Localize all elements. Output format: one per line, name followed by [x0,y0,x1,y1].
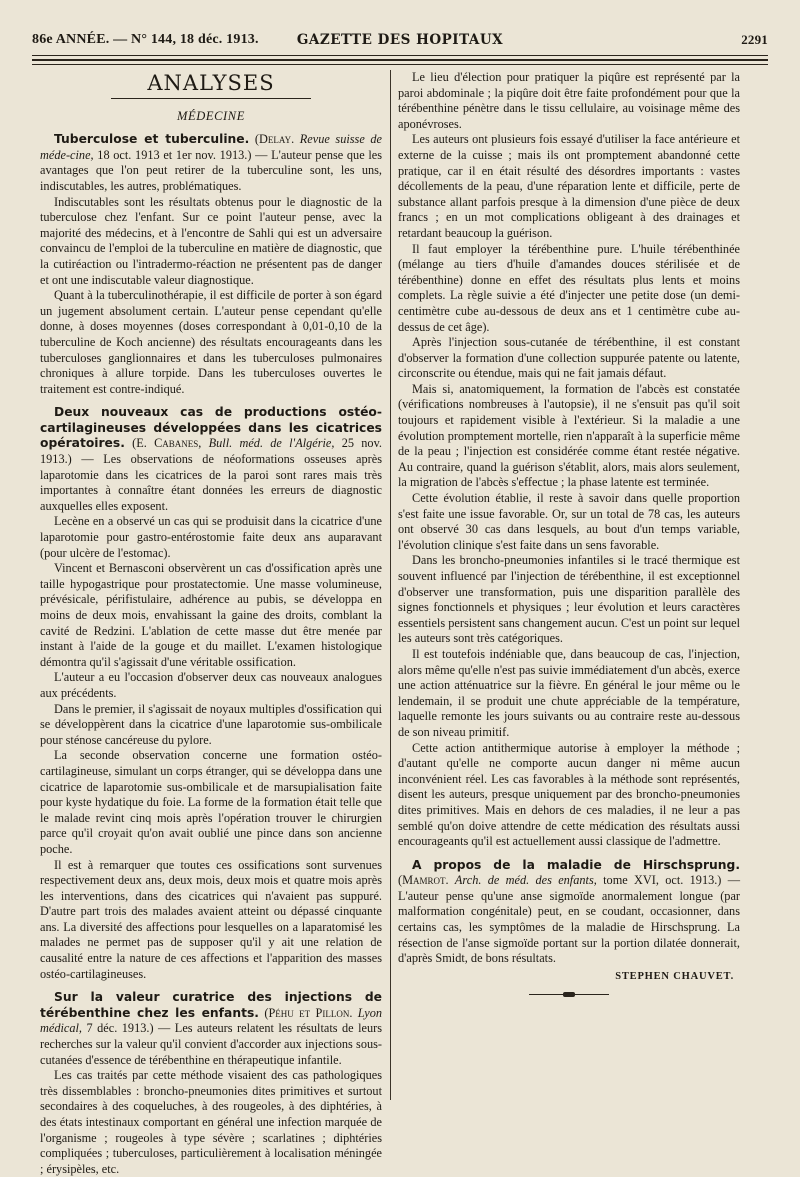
article-lead [40,990,382,1068]
article-lead [40,405,382,514]
author-signature: STEPHEN CHAUVET. [615,970,734,982]
paragraph: Il est à remarquer que toutes ces ossifications sont survenues respectivement deux ans, deux mois, deux mois et quatre mois après les interventions, dans des cicatrices qui n'avaient pas suppuré. D'autre part trois des malades avaient atteint ou dépassé cinquante ans. La diversité des affections pour lesquelles on a laparatomisé les malades ne permet pas de supposer qu'il y ait une relation de causalité entre la nature de ces affections et l'apparition des masses ostéo-cartilagineuses. [40,857,382,981]
right-column [398,70,740,995]
section-title: ANALYSES [147,71,275,95]
section-rule [111,98,311,99]
article-reference: Arch. de méd. des enfants, [454,873,597,888]
paragraph: Lecène en a observé un cas qui se produisit dans la cicatrice d'une laparotomie pour gastro-entérostomie faite deux ans auparavant (pour ulcère de l'estomac). [40,514,382,560]
issue-info: 86e ANNÉE. — N° 144, 18 déc. 1913. [32,32,259,47]
paragraph: Il est toutefois indéniable que, dans beaucoup de cas, l'injection, alors même qu'elle n'est pas suivie immédiatement d'un abcès, exerce une action atténuatrice sur la fièvre. En général le jour même ou le lendemain, il se produit une chute appréciable de la température, laquelle remonte les jours suivants ou au contraire reste au-dessous de son niveau primitif. [398,646,740,739]
article-reference: Lyon médical, [40,1005,383,1036]
paragraph: Les auteurs ont plusieurs fois essayé d'utiliser la face antérieure et externe de la cuisse ; mais ils ont promptement abandonné cette pratique, car il en était résulté des désordres importants : vastes décollements de la peau, d'une réparation lente et difficile, perte de substance allant parfois presque à la dimension d'une pièce de deux francs ; en un mot complications obligeant à des drainages et retardant beaucoup la guérison. [398,132,740,240]
end-ornament [529,994,609,995]
column-divider [390,70,391,1100]
left-column [40,70,382,1177]
article-author: (Delay. [254,132,295,147]
article-title: Tuberculose et tuberculine. [54,132,250,147]
paragraph: Le lieu d'élection pour pratiquer la piqûre est représenté par la paroi abdominale ; la piqûre doit être faite profondément pour que la térébenthine pénètre dans le tissu cellulaire, au voisinage même des aponévroses. [398,70,740,131]
paragraph: Dans les broncho-pneumonies infantiles si le tracé thermique est souvent influencé par l'injection de térébenthine, il est exceptionnel d'observer une transformation, puis une disparition parallèle des signes fonctionnels et physiques ; leur évolution et leurs caractères essentiels persistent sans changement aucun. C'est un point sur lequel les auteurs sont très catégoriques. [398,553,740,646]
article-title: Sur la valeur curatrice des injections de térébenthine chez les enfants. [40,990,382,1020]
paragraph: Indiscutables sont les résultats obtenus pour le diagnostic de la tuberculose chez l'enfant. Sur ce point l'auteur pense, avec la majorité des médecins, et à l'encontre de Sahli qui est un adversaire convaincu de l'emploi de la tuberculine en matière de diagnostic, que la cutiréaction ou l'intradermo-réaction ne présentent pas de danger et ont une indiscutable valeur diagnostique. [40,194,382,287]
paragraph: L'auteur a eu l'occasion d'observer deux cas nouveaux analogues aux précédents. [40,670,382,700]
paragraph: Après l'injection sous-cutanée de térébenthine, il est constant d'observer la formation d'une collection suppurée patente ou latente, circonscrite ou étendue, mais qui ne fait jamais défaut. [398,335,740,381]
header-rule-thin [32,64,768,65]
article-hirschsprung [398,858,740,985]
paragraph: Mais si, anatomiquement, la formation de l'abcès est constatée (vérifications nombreuses à l'autopsie), il ne s'ensuit pas qu'il soit toujours et rapidement visible à l'extérieur. Si la maladie a une évolution promptement mortelle, rien n'apparaît à la superficie même de la peau ; l'injection est considérée comme étant restée négative. Au contraire, quand la guérison s'établit, alors, mais alors seulement, la migration de l'abcès s'effectue ; la phase latente est terminée. [398,381,740,490]
paragraph: Les cas traités par cette méthode visaient des cas pathologiques très dissemblables : broncho-pneumonies dites primitives et surtout secondaires à des coqueluches, à des rougeoles, à des diphtéries, à des états intestinaux comportant en général une infection marquée de l'organisme ; rougeoles à type sévère ; scarlatines ; diphtéries compliquées ; tuberculoses, particulièrement à localisation méningée ; érysipèles, etc. [40,1068,382,1176]
article-body: 18 oct. 1913 et 1er nov. 1913.) — L'auteur pense que les avantages que l'on peut retirer de la tuberculine sont, les uns, indiscutables, les autres, problématiques. [40,147,382,193]
paragraph: Vincent et Bernasconi observèrent un cas d'ossification après une taille hypogastrique pour prostatectomie. Une masse volumineuse, prévésicale, périfistulaire, adhérence au pubis, se développa en moins de deux mois, envahissant la gaine des droits, comblant la cavité de Redzini. L'ablation de cette masse dut être menée par instant à l'aide de la gouge et du maillet. L'examen histologique démontra qu'il s'agissait d'une véritable ossification. [40,561,382,669]
article-title: Deux nouveaux cas de productions ostéo-cartilagineuses développées dans les cicatrices opératoires. [40,405,382,451]
paragraph: Quant à la tuberculinothérapie, il est difficile de porter à son égard un jugement absolument certain. L'auteur pense cependant qu'elle donne, à doses moyennes (doses correspondant à 0,01-0,10 de la tuberculine de Koch ancienne) des résultats encourageants dans les tuberculoses ganglionnaires et dans les tuberculoses pulmonaires chroniques à allure torpide. Dans les tuberculoses ouvertes le traitement est contre-indiqué. [40,288,382,396]
paragraph: La seconde observation concerne une formation ostéo-cartilagineuse, simulant un corps étranger, qui se développa dans une cicatrice de laparotomie sus-ombilicale et de marsupialisation faite pour kyste hydatique du foie. La forme de la formation était telle que le malade revint cinq mois après l'opération trouver le chirurgien parce qu'il croyait qu'on avait oublié une pince dans son ancienne poche. [40,748,382,856]
page-header [32,24,768,52]
page-number: 2291 [741,32,768,47]
article-reference: Revue suisse de méde-cine, [40,132,383,162]
journal-title: GAZETTE DES HOPITAUX [296,32,504,48]
article-lead [40,132,382,194]
article-terebenthine [40,990,382,1177]
paragraph: Cette action antithermique autorise à employer la méthode ; d'autant qu'elle ne comporte aucun danger ni même aucun inconvénient réel. Les cas favorables à la méthode sont représentés, disent les auteurs, presque uniquement par des broncho-pneumonies dites primitives. Mais en dehors de ces maladies, il ne leur a pas semblé qu'on doive attendre de cette médication des résultats aussi encourageants qu'il est actuellement aussi classique de l'admettre. [398,740,740,849]
article-tuberculose [40,132,382,397]
header-rule [32,55,768,56]
article-author: (E. Cabanes, [132,436,202,451]
article-osteo-cartilagineuses [40,405,382,982]
subsection-title: MÉDECINE [177,108,245,123]
article-author: (Péhu et Pillon. [264,1005,353,1020]
article-body: 25 nov. 1913.) — Les observations de néoformations osseuses après laparotomie dans les cicatrices de la paroi sont rares mais très importantes à connaître étant données les erreurs de diagnostic auxquelles elles exposent. [40,436,383,513]
article-lead [398,858,740,967]
article-author: (Mamrot. [398,873,449,888]
paragraph: Il faut employer la térébenthine pure. L'huile térébenthinée (mélange au tiers d'huile d'amandes douces stérilisée et de térébenthine) donne en effet des résultats plus lents et moins complets. La règle suivie a été d'injecter une petite dose (un demi-centimètre cube au-dessous de deux ans et 1 centimètre cube au-dessus de cet âge). [398,241,740,334]
article-reference: Bull. méd. de l'Algérie, [208,436,335,451]
article-body: tome XVI, oct. 1913.) — L'auteur pense qu'une anse sigmoïde anormalement longue (par malformation congénitale) peut, en se coudant, occasionner, dans certains cas, les symptômes de la maladie de Hirschsprung. La résection de l'anse sigmoïde portant sur la portion dilatée donnerait, d'après Smidt, de bons résultats. [398,873,741,966]
article-body: 7 déc. 1913.) — Les auteurs relatent les résultats de leurs recherches sur la valeur qu'il convient d'accorder aux injections sous-cutanées d'essence de térébenthine en thérapeutique infantile. [40,1021,383,1067]
paragraph: Cette évolution établie, il reste à savoir dans quelle proportion s'est faite une issue favorable. Or, sur un total de 78 cas, les auteurs ont observé 30 cas dans lesquels, au bout d'un temps variable, l'évolution clinique s'est faite dans un sens favorable. [398,491,740,552]
article-title: A propos de la maladie de Hirschsprung. [412,857,740,872]
header-rule-thick [32,59,768,61]
paragraph: Dans le premier, il s'agissait de noyaux multiples d'ossification qui se développèrent dans la cicatrice d'une laparotomie sus-ombilicale pour sténose cancéreuse du pylore. [40,701,382,747]
